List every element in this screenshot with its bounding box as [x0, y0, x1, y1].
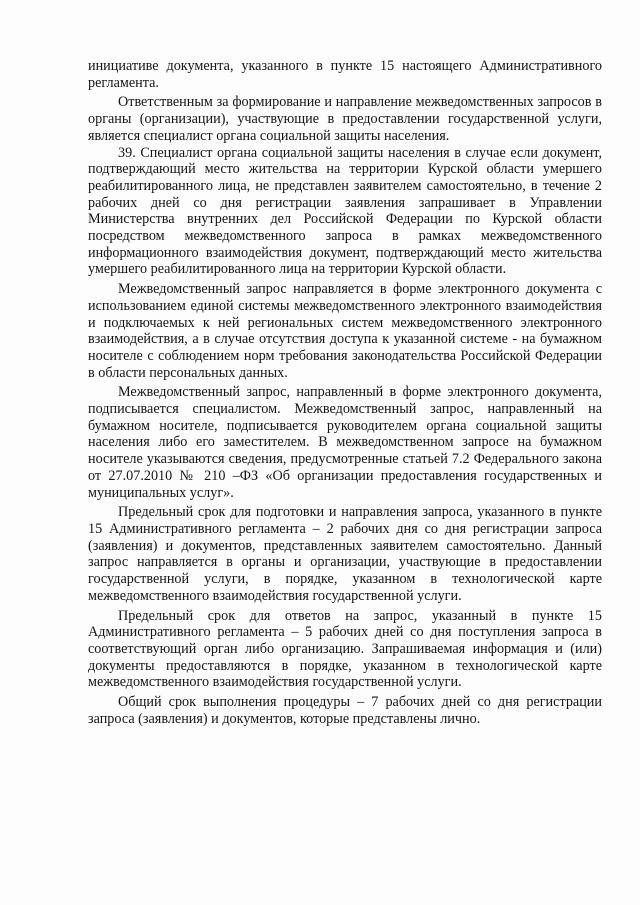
paragraph-item-39: 39. Специалист органа социальной защиты населения в случае если документ, подтверждающий место жительства на территории Курской области умершего реабилитированного лица, не представлен заявителем самостоятельно, в течение 2 рабочих дней со дня регистрации заявления запрашивает в Управлении Министерства внутренних дел Российской Федерации по Курской области посредством межведомственного запроса в рамках межведомственного информационного взаимодействия документ, подтверждающий место жительства умершего реабилитированного лица на территории Курской области. [88, 144, 602, 278]
paragraph-request-signing: Межведомственный запрос, направленный в форме электронного документа, подписывается специалистом. Межведомственный запрос, направленный на бумажном носителе, подписывается руководителем органа социальной защиты населения либо его заместителем. В межведомственном запросе на бумажном носителе указываются сведения, предусмотренные статьей 7.2 Федерального закона от 27.07.2010 № 210 –ФЗ «Об организации предоставления государственных и муниципальных услуг». [88, 384, 602, 501]
paragraph-response-deadline: Предельный срок для ответов на запрос, указанный в пункте 15 Административного регламента – 5 рабочих дней со дня поступления запроса в соответствующий орган либо организацию. Запрашиваемая информация и (или) документы предоставляются в порядке, указанном в технологической карте межведомственного взаимодействия государственной услуги. [88, 607, 602, 691]
paragraph-request-deadline: Предельный срок для подготовки и направления запроса, указанного в пункте 15 Административного регламента – 2 рабочих дня со дня регистрации запроса (заявления) и документов, представленных заявителем самостоятельно. Данный запрос направляется в органы и организации, участвующие в предоставлении государственной услуги, в порядке, указанном в технологической карте межведомственного взаимодействия государственной услуги. [88, 504, 602, 604]
document-body [88, 58, 602, 727]
paragraph-responsible-specialist: Ответственным за формирование и направление межведомственных запросов в органы (организации), участвующие в предоставлении государственной услуги, является специалист органа социальной защиты населения. [88, 94, 602, 144]
paragraph-continuation: инициативе документа, указанного в пункте 15 настоящего Административного регламента. [88, 58, 602, 91]
paragraph-electronic-request: Межведомственный запрос направляется в форме электронного документа с использованием единой системы межведомственного электронного взаимодействия и подключаемых к ней региональных систем межведомственного электронного взаимодействия, а в случае отсутствия доступа к указанной системе - на бумажном носителе с соблюдением норм требования законодательства Российской Федерации в области персональных данных. [88, 281, 602, 381]
paragraph-total-duration: Общий срок выполнения процедуры – 7 рабочих дней со дня регистрации запроса (заявления) и документов, которые представлены лично. [88, 694, 602, 727]
